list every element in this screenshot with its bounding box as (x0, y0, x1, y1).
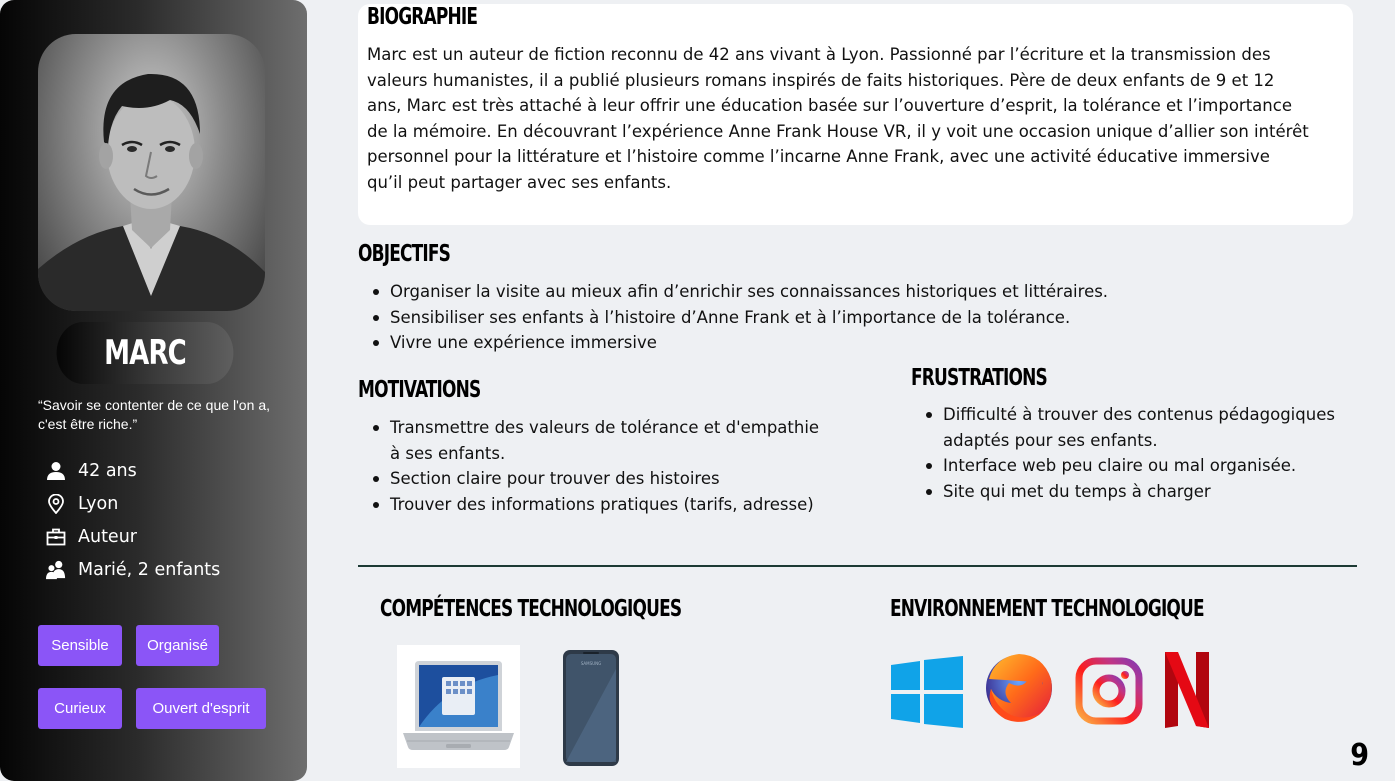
biography-line: de la mémoire. En découvrant l’expérience Anne Frank House VR, il y voit une occasion unique d’allier son intérêt (367, 121, 1309, 141)
people-icon (46, 560, 66, 580)
motivation-item: Trouver des informations pratiques (tarifs, adresse) (359, 492, 829, 518)
windows-logo-icon (891, 656, 963, 728)
profile-photo (38, 34, 265, 311)
info-age (46, 454, 220, 487)
objectives-list (359, 279, 1319, 356)
tech-environment-title: ENVIRONNEMENT TECHNOLOGIQUE (890, 596, 1204, 622)
instagram-logo-icon (1075, 657, 1143, 725)
biography-line: Marc est un auteur de fiction reconnu de 42 ans vivant à Lyon. Passionné par l’écriture et la transmission des (367, 45, 1271, 64)
info-job-text: Auteur (78, 526, 137, 547)
profile-quote: “Savoir se contenter de ce que l'on a, c'est être riche.” (38, 397, 270, 432)
biography-line: qu’il peut partager avec ses enfants. (367, 172, 672, 192)
tag-ouvert-esprit: Ouvert d'esprit (136, 688, 266, 729)
info-job (46, 520, 220, 553)
profile-info-list (46, 454, 220, 586)
biography-line: ans, Marc est très attaché à leur offrir une éducation basée sur l’ouverture d’esprit, la tolérance et l’importance (367, 96, 1292, 115)
frustration-item: Site qui met du temps à charger (912, 479, 1352, 505)
tag-curieux: Curieux (38, 688, 122, 729)
netflix-logo-icon (1165, 652, 1209, 728)
objective-item: Sensibiliser ses enfants à l’histoire d’Anne Frank et à l’importance de la tolérance. (359, 305, 1319, 331)
info-family-text: Marié, 2 enfants (78, 559, 221, 580)
objective-item: Vivre une expérience immersive (359, 330, 1319, 356)
frustrations-list (912, 402, 1352, 504)
objectives-title: OBJECTIFS (358, 241, 451, 267)
info-location-text: Lyon (78, 493, 119, 514)
biography-line: personnel pour la littérature et l’histoire comme l’incarne Anne Frank, avec une activité éducative immersive (367, 147, 1270, 166)
person-icon (46, 461, 66, 481)
tech-skills-title: COMPÉTENCES TECHNOLOGIQUES (380, 596, 682, 622)
info-family (46, 553, 220, 586)
biography-text (367, 42, 1322, 195)
motivation-item: Transmettre des valeurs de tolérance et d'empathie à ses enfants. (359, 415, 829, 466)
motivation-item: Section claire pour trouver des histoires (359, 466, 829, 492)
svg-text:SAMSUNG: SAMSUNG (580, 661, 602, 666)
info-location (46, 487, 220, 520)
frustration-item: Interface web peu claire ou mal organisée. (912, 453, 1352, 479)
profile-name: MARC (57, 322, 234, 384)
frustration-item: Difficulté à trouver des contenus pédagogiques adaptés pour ses enfants. (912, 402, 1352, 453)
briefcase-icon (46, 527, 66, 547)
biography-line: valeurs humanistes, il a publié plusieurs romans inspirés de faits historiques. Père de deux enfants de 9 et 12 (367, 70, 1275, 90)
smartphone-icon (561, 649, 621, 767)
motivations-list (359, 415, 829, 517)
biography-title: BIOGRAPHIE (367, 4, 478, 30)
location-pin-icon (46, 494, 66, 514)
tag-organise: Organisé (136, 625, 219, 666)
page-number: 9 (1350, 738, 1369, 773)
tag-sensible: Sensible (38, 625, 122, 666)
laptop-icon (397, 645, 520, 768)
motivations-title: MOTIVATIONS (358, 377, 481, 403)
section-divider (358, 565, 1357, 567)
firefox-logo-icon (981, 649, 1057, 725)
objective-item: Organiser la visite au mieux afin d’enrichir ses connaissances historiques et littéraires. (359, 279, 1319, 305)
info-age-text: 42 ans (78, 460, 137, 481)
frustrations-title: FRUSTRATIONS (911, 365, 1047, 391)
profile-sidebar (0, 0, 307, 781)
